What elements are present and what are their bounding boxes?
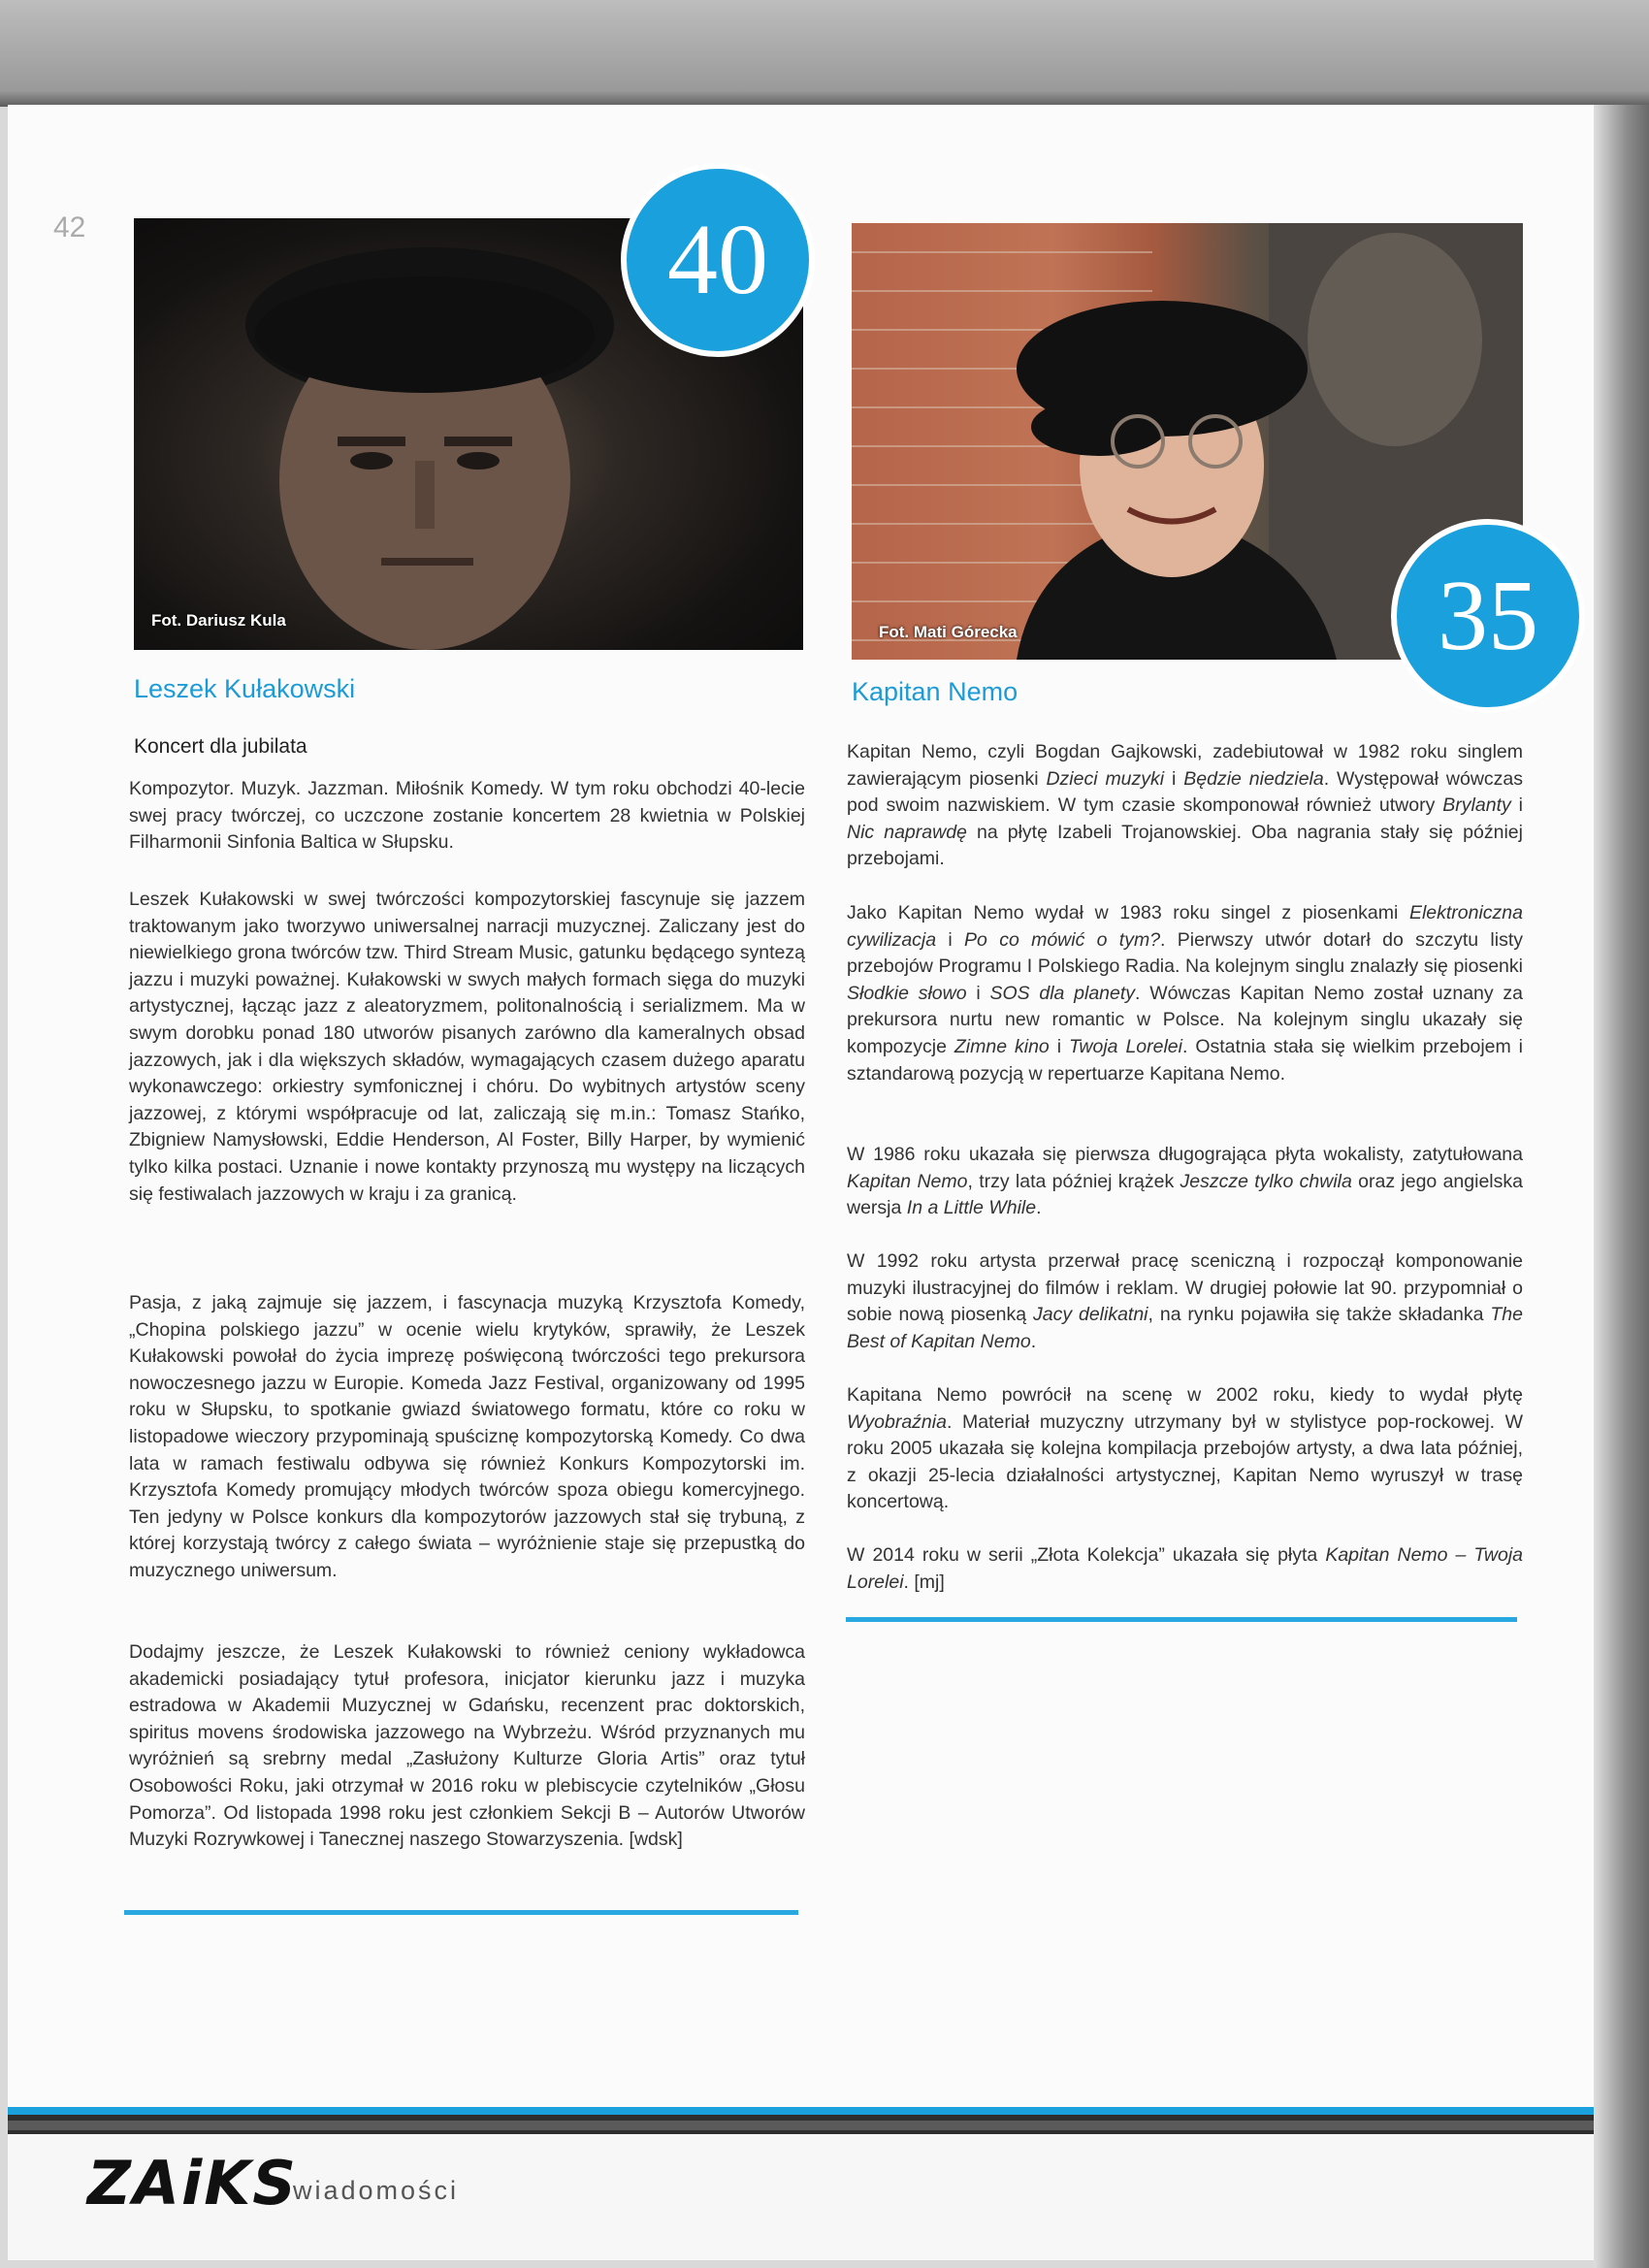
article-title-left: Leszek Kułakowski (134, 674, 356, 703)
page-edge-shadow (1594, 105, 1649, 2268)
anniversary-badge-35: 35 (1391, 519, 1585, 713)
magazine-name: wiadomości (293, 2176, 460, 2205)
article-title-right: Kapitan Nemo (852, 677, 1018, 706)
page-number: 42 (53, 211, 86, 243)
paragraph-right-5: Kapitana Nemo powrócił na scenę w 2002 roku, kiedy to wydał płytę Wyobraźnia. Materiał muzyczny utrzymany był w stylistyce pop-rockowej. W roku 2005 ukazała się kolejna kompilacja przebojów artysty, a dwa lata później, z okazji 25-lecia działalności artystycznej, Kapitan Nemo wyruszył w trasę koncertową. (847, 1384, 1523, 1513)
paragraph-right-3: W 1986 roku ukazała się pierwsza długogrająca płyta wokalisty, zatytułowana Kapitan Nemo, trzy lata później krążek Jeszcze tylko chwila oraz jego angielska wersja In a Little While. (847, 1144, 1523, 1219)
paragraph-left-3: Pasja, z jaką zajmuje się jazzem, i fascynacja muzyką Krzysztofa Komedy, „Chopina polskiego jazzu” w ocenie wielu krytyków, sprawiły, że Leszek Kułakowski powołał do życia imprezę poświęconą twórczości tego prekursora nowoczesnego jazzu w Europie. Komeda Jazz Festival, organizowany od 1995 roku w Słupsku, to spotkanie gwiazd światowego formatu, które co roku w listopadowe wieczory przypominają spuściznę kompozytorską Komedy. Co dwa lata w ramach festiwalu odbywa się również Konkurs Kompozytorski im. Krzysztofa Komedy promujący młodych twórców spoza obiegu komercyjnego. Ten jedyny w Polsce konkurs dla kompozytorów jazzowych stał się trybuną, z której korzystają twórcy z całego świata – wyróżnienie staje się przepustką do muzycznego uniwersum. (129, 1292, 805, 1581)
photo-caption-right: Fot. Mati Górecka (879, 623, 1018, 641)
anniversary-badge-40: 40 (621, 163, 815, 357)
photo-caption-left: Fot. Dariusz Kula (151, 611, 286, 630)
paragraph-right-6: W 2014 roku w serii „Złota Kolekcja” ukazała się płyta Kapitan Nemo – Twoja Lorelei. [mj] (847, 1544, 1523, 1593)
footer-grey-stripe (8, 2121, 1594, 2130)
divider-right (846, 1617, 1517, 1622)
footer-accent-stripe (8, 2107, 1594, 2115)
paragraph-left-1: Kompozytor. Muzyk. Jazzman. Miłośnik Komedy. W tym roku obchodzi 40-lecie swej pracy twórczej, co uczczone zostanie koncertem 28 kwietnia w Polskiej Filharmonii Sinfonia Baltica w Słupsku. (129, 778, 805, 854)
divider-left (124, 1910, 798, 1915)
paragraph-left-2: Leszek Kułakowski w swej twórczości kompozytorskiej fascynuje się jazzem traktowanym jako tworzywo uniwersalnej narracji muzycznej. Zaliczany jest do niewielkiego grona twórców tzw. Third Stream Music, gatunku będącego syntezą jazzu i muzyki poważnej. Kułakowski w swych małych formach sięga do muzyki artystycznej, łącząc jazz z aleatoryzmem, politonalnością i serializmem. Ma w swym dorobku ponad 180 utworów pisanych zarówno dla kameralnych obsad jazzowych, jak i dla większych składów, wymagających czasem dużego aparatu wykonawczego: orkiestry symfonicznej i chóru. Do wybitnych artystów sceny jazzowej, z którymi współpracuje od lat, zaliczają się m.in.: Tomasz Stańko, Zbigniew Namysłowski, Eddie Henderson, Al Foster, Billy Harper, by wymienić tylko kilka postaci. Uznanie i nowe kontakty przynoszą mu występy na liczących się festiwalach jazzowych w kraju i za granicą. (129, 889, 805, 1205)
paragraph-right-1: Kapitan Nemo, czyli Bogdan Gajkowski, zadebiutował w 1982 roku singlem zawierającym piosenki Dzieci muzyki i Będzie niedziela. Występował wówczas pod swoim nazwiskiem. W tym czasie skomponował również utwory Brylanty i Nic naprawdę na płytę Izabeli Trojanowskiej. Oba nagrania stały się później przebojami. (847, 741, 1524, 870)
paragraph-right-2: Jako Kapitan Nemo wydał w 1983 roku singel z piosenkami Elektroniczna cywilizacja i Po co mówić o tym?. Pierwszy utwór dotarł do szczytu listy przebojów Programu I Polskiego Radia. Na kolejnym singlu znalazły się piosenki Słodkie słowo i SOS dla planety. Wówczas Kapitan Nemo został uznany za prekursora nurtu new romantic w Polsce. Na kolejnym singlu ukazały się kompozycje Zimne kino i Twoja Lorelei. Ostatnia stała się wielkim przebojem i sztandarową pozycją w repertuarze Kapitana Nemo. (847, 902, 1524, 1085)
scan-background-top (0, 0, 1649, 107)
article-subtitle-left: Koncert dla jubilata (134, 735, 307, 758)
zaiks-logo: ZAiKS (87, 2148, 298, 2219)
paragraph-right-4: W 1992 roku artysta przerwał pracę sceniczną i rozpoczął komponowanie muzyki ilustracyjnej do filmów i reklam. W drugiej połowie lat 90. przypomniał o sobie nową piosenką Jacy delikatni, na rynku pojawiła się także składanka The Best of Kapitan Nemo. (847, 1250, 1523, 1352)
paragraph-left-4: Dodajmy jeszcze, że Leszek Kułakowski to również ceniony wykładowca akademicki posiadający tytuł profesora, inicjator kierunku jazz i muzyka estradowa w Akademii Muzycznej w Gdańsku, recenzent prac doktorskich, spiritus movens środowiska jazzowego na Wybrzeżu. Wśród przyznanych mu wyróżnień są srebrny medal „Zasłużony Kulturze Gloria Artis” oraz tytuł Osobowości Roku, jaki otrzymał w 2016 roku w plebiscycie czytelników „Głosu Pomorza”. Od listopada 1998 roku jest członkiem Sekcji B – Autorów Utworów Muzyki Rozrywkowej i Tanecznej naszego Stowarzyszenia. [wdsk] (129, 1641, 805, 1851)
